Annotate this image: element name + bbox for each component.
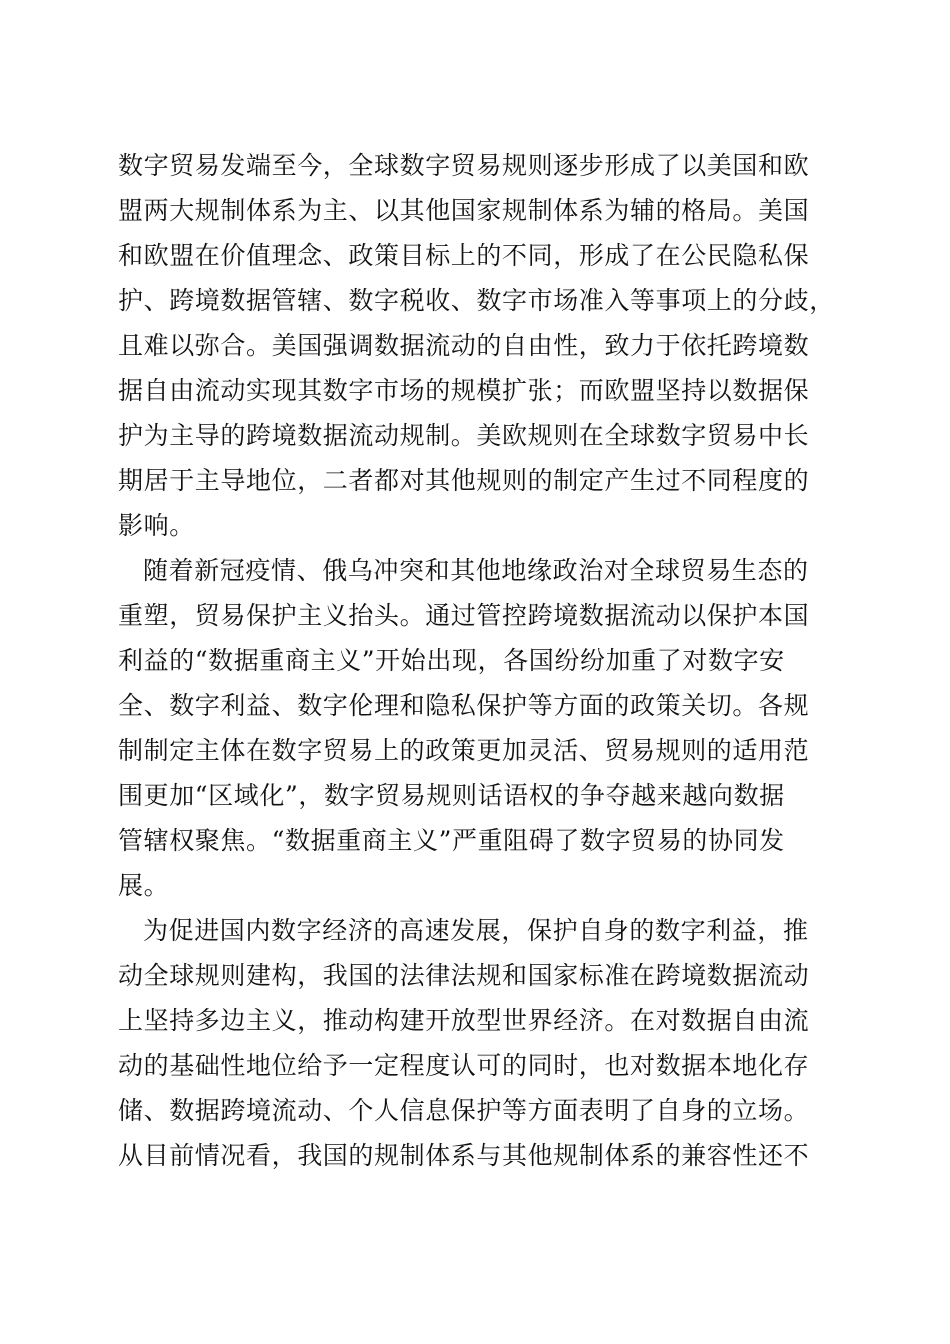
text-line: 展。 [118,871,170,900]
text-line: 利益的“数据重商主义”开始出现，各国纷纷加重了对数字安 [118,646,785,675]
document-body [118,143,835,1178]
text-line: 储、数据跨境流动、个人信息保护等方面表明了自身的立场。 [118,1096,810,1125]
text-line: 制制定主体在数字贸易上的政策更加灵活、贸易规则的适用范 [118,736,810,765]
text-line: 护、跨境数据管辖、数字税收、数字市场准入等事项上的分歧， [118,286,835,315]
paragraph-2 [118,548,832,908]
text-line: 随着新冠疫情、俄乌冲突和其他地缘政治对全球贸易生态的 [143,556,809,585]
text-line: 据自由流动实现其数字市场的规模扩张；而欧盟坚持以数据保 [118,376,810,405]
text-line: 动全球规则建构，我国的法律法规和国家标准在跨境数据流动 [118,961,810,990]
text-line: 且难以弥合。美国强调数据流动的自由性，致力于依托跨境数 [118,331,810,360]
text-line: 护为主导的跨境数据流动规制。美欧规则在全球数字贸易中长 [118,421,810,450]
paragraph-3 [118,908,832,1178]
text-line: 和欧盟在价值理念、政策目标上的不同，形成了在公民隐私保 [118,241,810,270]
text-line: 围更加“区域化”，数字贸易规则话语权的争夺越来越向数据 [118,781,785,810]
text-line: 管辖权聚焦。“数据重商主义”严重阻碍了数字贸易的协同发 [118,826,785,855]
text-line: 上坚持多边主义，推动构建开放型世界经济。在对数据自由流 [118,1006,810,1035]
text-line: 数字贸易发端至今，全球数字贸易规则逐步形成了以美国和欧 [118,151,810,180]
text-line: 全、数字利益、数字伦理和隐私保护等方面的政策关切。各规 [118,691,810,720]
text-line: 影响。 [118,511,195,540]
text-line: 期居于主导地位，二者都对其他规则的制定产生过不同程度的 [118,466,810,495]
text-line: 动的基础性地位给予一定程度认可的同时，也对数据本地化存 [118,1051,810,1080]
paragraph-1 [118,143,835,548]
text-line: 从目前情况看，我国的规制体系与其他规制体系的兼容性还不 [118,1141,810,1170]
text-line: 重塑，贸易保护主义抬头。通过管控跨境数据流动以保护本国 [118,601,810,630]
text-line: 为促进国内数字经济的高速发展，保护自身的数字利益，推 [143,916,809,945]
text-line: 盟两大规制体系为主、以其他国家规制体系为辅的格局。美国 [118,196,810,225]
